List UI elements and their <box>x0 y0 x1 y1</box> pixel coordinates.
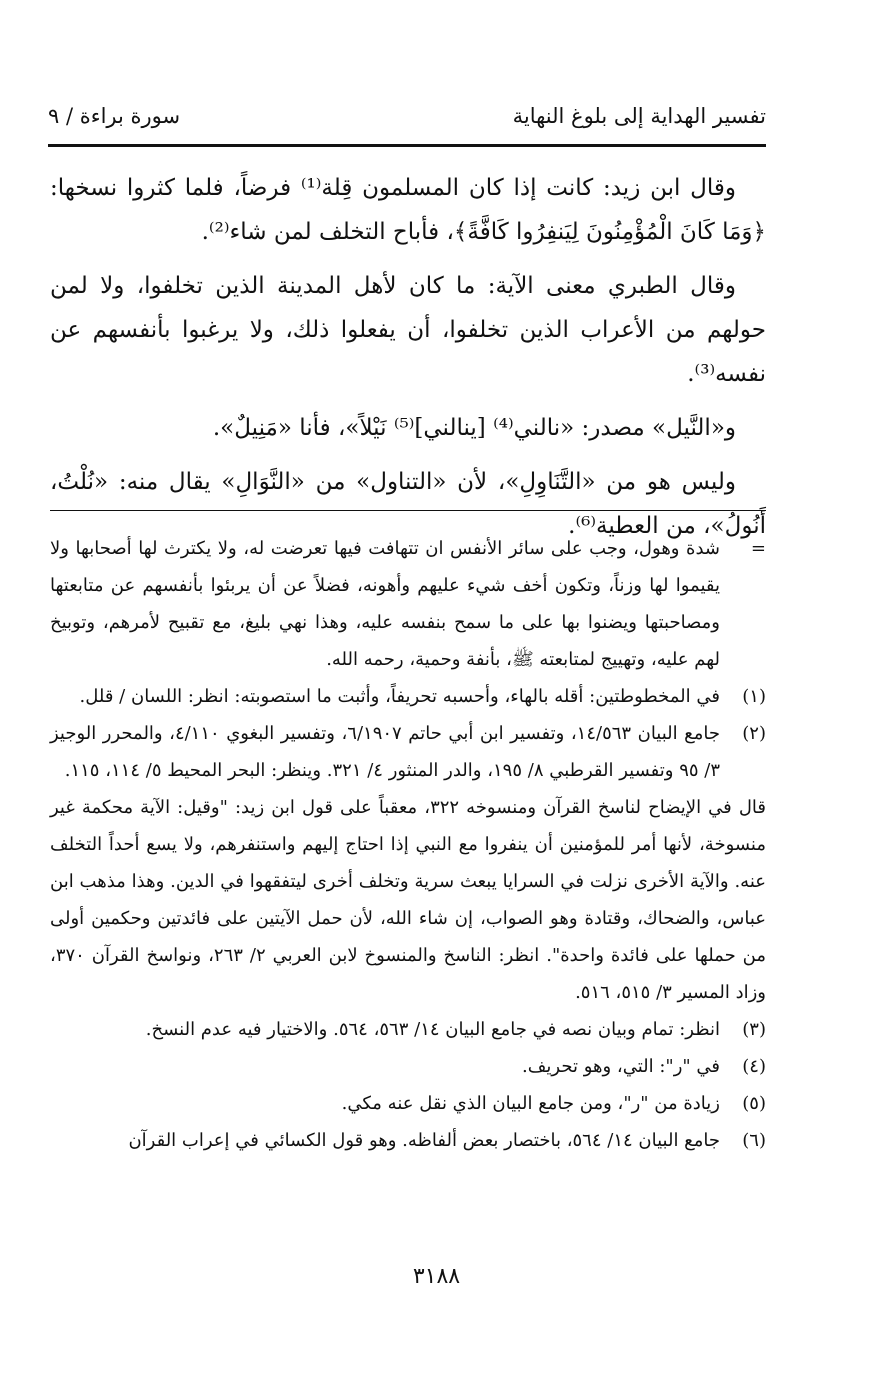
footnote-1 <box>50 678 766 715</box>
footnote-number: (٥) <box>742 1093 766 1114</box>
footnote-number: (٦) <box>742 1130 766 1151</box>
footnote-number: (١) <box>742 686 766 707</box>
paragraph-3: و«النَّيل» مصدر: «نالني⁽⁴⁾ [ينالني]⁽⁵⁾ نَيْلاً»، فأنا «مَنِيلٌ». <box>212 415 736 441</box>
page-number: ٣١٨٨ <box>412 1264 461 1289</box>
footnote-separator <box>50 510 766 511</box>
footnote-text: زيادة من "ر"، ومن جامع البيان الذي نقل عنه مكي. <box>341 1093 720 1114</box>
footnote-4 <box>50 1048 766 1085</box>
book-title: تفسير الهداية إلى بلوغ النهاية <box>512 104 766 128</box>
paragraph-1: وقال ابن زيد: كانت إذا كان المسلمون قِلة⁽¹⁾ فرضاً، فلما كثروا نسخها: ﴿وَمَا كَانَ الْمُؤْمِنُونَ لِيَنفِرُوا كَافَّةً﴾، فأباح التخلف لمن شاء⁽²⁾. <box>50 175 766 245</box>
footnote-number: (٤) <box>742 1056 766 1077</box>
footnote-5 <box>50 1085 766 1122</box>
running-header <box>48 104 766 140</box>
main-text <box>50 166 766 548</box>
footnote-2-extra: قال في الإيضاح لناسخ القرآن ومنسوخه ٣٢٢، معقباً على قول ابن زيد: "وقيل: الآية محكمة غير منسوخة، لأنها أمر للمؤمنين أن ينفروا مع النبي إذا احتاج إليهم واستنفرهم، ولا يسع أحداً التخلف عنه. والآية الأخرى نزلت في السرايا يبعث سرية وتخلف أخرى ليتفقهوا في الدين. وهذا مذهب ابن عباس، والضحاك، وقتادة وهو الصواب، إن شاء الله، لأن حمل الآيتين على فائدتين وحكمين أولى من حملها على فائدة واحدة". انظر: الناسخ والمنسوخ لابن العربي ٢/ ٢٦٣، ونواسخ القرآن ٣٧٠، وزاد المسير ٣/ ٥١٥، ٥١٦. <box>50 797 767 1003</box>
footnotes <box>50 530 766 1159</box>
footnote-3 <box>50 1011 766 1048</box>
paragraph-4: وليس هو من «التَّنَاوِلِ»، لأن «التناول» من «النَّوَالِ» يقال منه: «نُلْتُ، أَنُولُ»، من العطية⁽⁶⁾. <box>50 469 766 539</box>
surah-label: سورة براءة / ٩ <box>48 104 181 128</box>
footnote-2 <box>50 715 766 789</box>
footnote-number: (٣) <box>742 1019 766 1040</box>
footnote-continuation <box>50 530 766 678</box>
paragraph-2: وقال الطبري معنى الآية: ما كان لأهل المدينة الذين تخلفوا، ولا لمن حولهم من الأعراب الذين تخلفوا، أن يفعلوا ذلك، ولا يرغبوا بأنفسهم عن نفسه⁽³⁾. <box>50 273 766 387</box>
continuation-marker: = <box>750 538 766 559</box>
footnote-number: (٢) <box>742 723 766 744</box>
footnote-text: انظر: تمام وبيان نصه في جامع البيان ١٤/ ٥٦٣، ٥٦٤. والاختيار فيه عدم النسخ. <box>145 1019 720 1040</box>
header-rule <box>48 144 766 147</box>
footnote-text: جامع البيان ١٤/ ٥٦٤، باختصار بعض ألفاظه. وهو قول الكسائي في إعراب القرآن <box>128 1130 720 1151</box>
footnote-text: في المخطوطتين: أقله بالهاء، وأحسبه تحريفاً، وأثبت ما استصوبته: انظر: اللسان / قلل. <box>79 686 720 707</box>
footnote-text: شدة وهول، وجب على سائر الأنفس ان تتهافت فيها تعرضت له، ولا يكترث لها أصحابها ولا يقيموا لها وزناً، وتكون أخف شيء عليهم وأهونه، فضلاً عن أن يربئوا بأنفسهم عن متابعتها ومصاحبتها ويضنوا بها على ما سمح بنفسه عليه، وهذا نهي بليغ، مع تقبيح لأمرهم، وتوبيخ لهم عليه، وتهييج لمتابعته ﷺ، بأنفة وحمية، رحمه الله. <box>50 538 720 670</box>
footnote-text: جامع البيان ١٤/٥٦٣، وتفسير ابن أبي حاتم ٦/١٩٠٧، وتفسير البغوي ٤/١١٠، والمحرر الوجيز ٣/ ٩٥ وتفسير القرطبي ٨/ ١٩٥، والدر المنثور ٤/ ٣٢١. وينظر: البحر المحيط ٥/ ١١٤، ١١٥. <box>50 723 720 781</box>
footnote-6 <box>50 1122 766 1159</box>
footnote-text: في "ر": التي، وهو تحريف. <box>522 1056 720 1077</box>
